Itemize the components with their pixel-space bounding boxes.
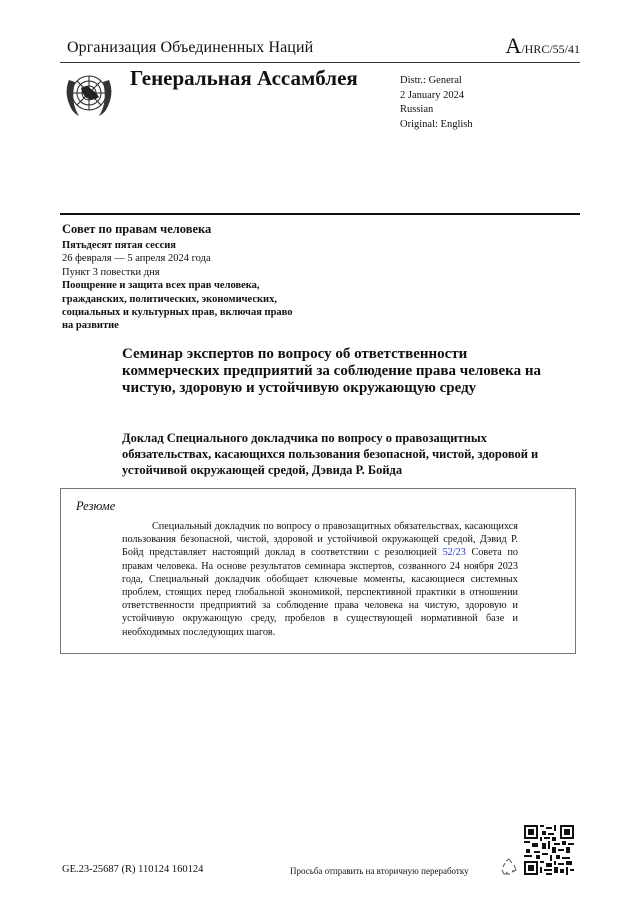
symbol-prefix: A bbox=[505, 33, 522, 58]
distr-language: Russian bbox=[400, 104, 434, 115]
document-job-code: GE.23-25687 (R) 110124 160124 bbox=[62, 864, 204, 875]
body-title: Генеральная Ассамблея bbox=[130, 66, 358, 90]
document-symbol bbox=[505, 33, 580, 58]
session-meta bbox=[62, 239, 302, 333]
resolution-link[interactable]: 52/23 bbox=[442, 547, 466, 559]
summary-text-part1: Специальный докладчик по вопросу о правозащитных обязательствах, касающихся пользования безопасной, чистой, здоровой и устойчивой окружающей средой, Дэвид Р. Бойд представляет настоящий доклад в соответствии с резолюцией bbox=[122, 521, 518, 559]
session-name: Пятьдесят пятая сессия bbox=[62, 240, 176, 251]
summary-heading: Резюме bbox=[76, 499, 116, 513]
recycle-note: Просьба отправить на вторичную переработку bbox=[290, 866, 469, 876]
qr-code-icon bbox=[524, 825, 574, 875]
header-rule bbox=[60, 62, 580, 63]
recycle-icon bbox=[499, 857, 519, 877]
document-title: Семинар экспертов по вопросу об ответственности коммерческих предприятий за соблюдение права человека на чистую, здоровую и устойчивую окружающую среду bbox=[122, 346, 541, 396]
distr-original: Original: English bbox=[400, 118, 473, 130]
session-dates: 26 февраля — 5 апреля 2024 года bbox=[62, 253, 211, 265]
summary-text-part2: Совета по правам человека. На основе результатов семинара экспертов, созванного 24 ноября 2023 года, Специальный докладчик обобщает ключевые моменты, касающиеся системных проблем, стоящих перед глобальной экономикой, перспективной практики в отношении ответственности предприятий за соблюдение права человека на чистую, здоровую и устойчивую окружающую среду, пробелов в существующей нормативной базе и необходимых последующих шагов. bbox=[122, 547, 518, 638]
section-rule bbox=[60, 213, 580, 215]
agenda-item: Пункт 3 повестки дня bbox=[62, 266, 160, 278]
distr-date: 2 January 2024 bbox=[400, 89, 465, 101]
organization-name: Организация Объединенных Наций bbox=[67, 39, 314, 56]
symbol-rest: /HRC/55/41 bbox=[521, 42, 580, 56]
agenda-title: Поощрение и защита всех прав человека, гражданских, политических, экономических, социальных и культурных прав, включая право на развитие bbox=[62, 280, 293, 332]
summary-text bbox=[122, 520, 518, 639]
report-subtitle: Доклад Специального докладчика по вопросу о правозащитных обязательствах, касающихся пользования безопасной, чистой, здоровой и устойчивой окружающей средой, Дэвида Р. Бойда bbox=[122, 431, 539, 477]
distribution-block bbox=[400, 74, 473, 132]
un-emblem-icon bbox=[61, 66, 117, 122]
council-name: Совет по правам человека bbox=[62, 222, 212, 236]
distr-line: Distr.: General bbox=[400, 75, 462, 86]
